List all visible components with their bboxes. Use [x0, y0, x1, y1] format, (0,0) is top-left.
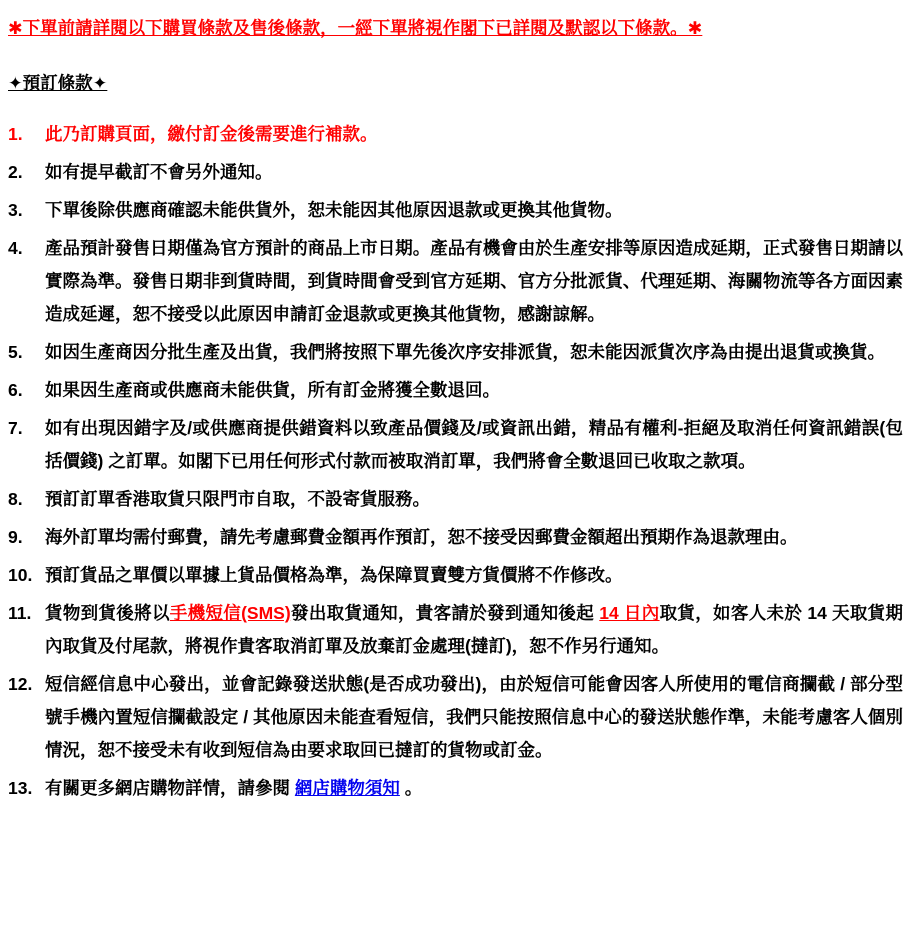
term-text-segment: 發出取貨通知，貴客請於發到通知後起	[290, 603, 600, 623]
term-number: 2.	[8, 162, 23, 182]
sms-highlight: 手機短信(SMS)	[169, 603, 291, 623]
term-text: 預訂貨品之單價以單據上貨品價格為準，為保障買賣雙方貨價將不作修改。	[45, 565, 623, 585]
term-item-6	[8, 374, 903, 407]
term-number: 10.	[8, 565, 33, 585]
term-item-9	[8, 521, 903, 554]
term-text-segment: 貨物到貨後將以	[45, 603, 170, 623]
term-number: 4.	[8, 238, 23, 258]
pickup-deadline-highlight: 14 日內	[599, 603, 660, 623]
term-number: 8.	[8, 489, 23, 509]
term-number: 1.	[8, 124, 23, 144]
term-number: 13.	[8, 778, 33, 798]
purchase-notice-title: ✱下單前請詳閱以下購買條款及售後條款，一經下單將視作閣下已詳閱及默認以下條款。✱	[8, 18, 703, 38]
term-number: 3.	[8, 200, 23, 220]
term-text: 此乃訂購頁面，繳付訂金後需要進行補款。	[45, 124, 378, 144]
term-text: 如因生產商因分批生產及出貨，我們將按照下單先後次序安排派貨，恕未能因派貨次序為由提出退貨或換貨。	[45, 342, 885, 362]
term-text: 下單後除供應商確認未能供貨外，恕未能因其他原因退款或更換其他貨物。	[45, 200, 623, 220]
term-item-5	[8, 336, 903, 369]
term-number: 6.	[8, 380, 23, 400]
term-text-segment: 。	[399, 778, 423, 798]
term-text: 海外訂單均需付郵費，請先考慮郵費金額再作預訂，恕不接受因郵費金額超出預期作為退款理由。	[45, 527, 798, 547]
term-text: 如果因生產商或供應商未能供貨，所有訂金將獲全數退回。	[45, 380, 500, 400]
term-item-7	[8, 412, 903, 478]
term-item-10	[8, 559, 903, 592]
term-number: 9.	[8, 527, 23, 547]
term-number: 5.	[8, 342, 23, 362]
preorder-terms-heading: ✦預訂條款✦	[8, 73, 108, 93]
term-item-11	[8, 597, 903, 663]
term-text	[45, 772, 903, 805]
term-item-4	[8, 232, 903, 331]
shop-guide-link[interactable]: 網店購物須知	[294, 778, 400, 798]
term-number: 11.	[8, 603, 32, 623]
term-text: 短信經信息中心發出，並會記錄發送狀態(是否成功發出)，由於短信可能會因客人所使用的電信商攔截 / 部分型號手機內置短信攔截設定 / 其他原因未能查看短信，我們只能按照信息中心的發送狀態作準，未能考慮客人個別情況，恕不接受未有收到短信為由要求取回已撻訂的貨物或訂金。	[45, 674, 903, 760]
term-text: 如有提早截訂不會另外通知。	[45, 162, 273, 182]
term-item-1	[8, 118, 903, 151]
term-text-segment: 有關更多網店購物詳情，請參閱	[45, 778, 295, 798]
term-text: 如有出現因錯字及/或供應商提供錯資料以致產品價錢及/或資訊出錯，精品有權利-拒絕及取消任何資訊錯誤(包括價錢) 之訂單。如閣下已用任何形式付款而被取消訂單，我們將會全數退回已收取之款項。	[45, 418, 903, 471]
term-item-3	[8, 194, 903, 227]
terms-list	[8, 118, 903, 805]
term-item-12	[8, 668, 903, 767]
term-text	[45, 597, 903, 663]
term-number: 7.	[8, 418, 23, 438]
term-text: 產品預計發售日期僅為官方預計的商品上市日期。產品有機會由於生產安排等原因造成延期，正式發售日期請以實際為準。發售日期非到貨時間，到貨時間會受到官方延期、官方分批派貨、代理延期、海關物流等各方面因素造成延遲，恕不接受以此原因申請訂金退款或更換其他貨物，感謝諒解。	[45, 238, 903, 324]
term-item-13	[8, 772, 903, 805]
term-item-2	[8, 156, 903, 189]
term-number: 12.	[8, 674, 33, 694]
term-text-segment: 取貨，如客人未於 14 天取貨期內取貨及付尾款，將視作貴客取消訂單及放棄訂金處理(撻訂)，恕不作另行通知。	[45, 603, 904, 656]
term-item-8	[8, 483, 903, 516]
term-text: 預訂訂單香港取貨只限門市自取，不設寄貨服務。	[45, 489, 430, 509]
